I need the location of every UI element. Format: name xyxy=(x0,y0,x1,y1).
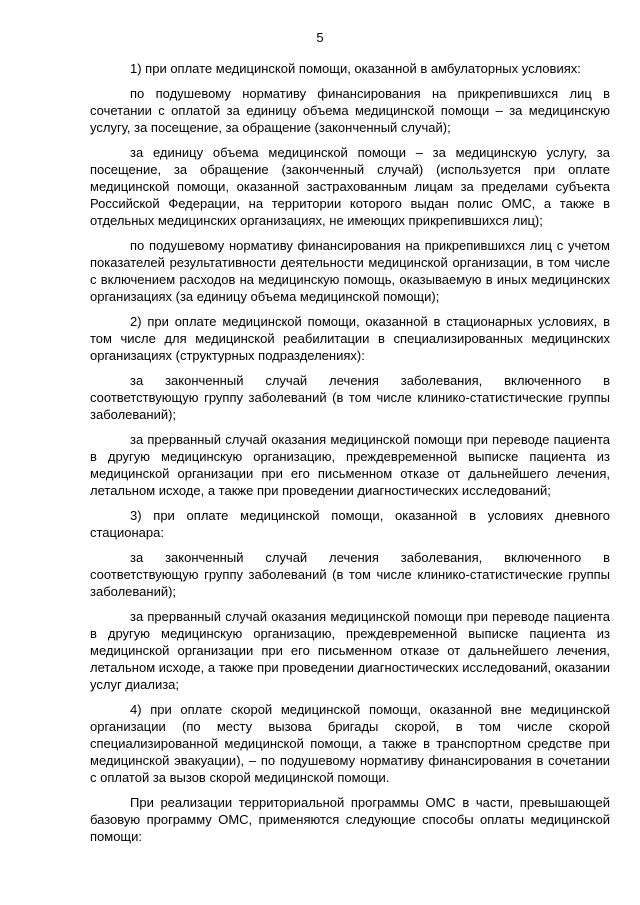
paragraph-emergency-care: 4) при оплате скорой медицинской помощи, оказанной вне медицинской организации (по месту вызова бригады скорой, в том числе скорой специализированной медицинской помощи, а также в транспортном средстве при медицинской эвакуации), – по подушевому нормативу финансирования в сочетании с оплатой за вызов скорой медицинской помощи. xyxy=(90,702,610,785)
paragraph-outpatient-per-capita: по подушевому нормативу финансирования на прикрепившихся лиц в сочетании с оплатой за единицу объема медицинской помощи – за медицинскую услугу, за посещение, за обращение (законченный случай); xyxy=(90,86,610,135)
paragraph-inpatient-completed-case: за законченный случай лечения заболевания, включенного в соответствующую группу заболеваний (в том числе клинико-статистические группы заболеваний); xyxy=(90,373,610,422)
paragraph-outpatient-performance: по подушевому нормативу финансирования на прикрепившихся лиц с учетом показателей результативности деятельности медицинской организации, в том числе с включением расходов на медицинскую помощь, оказываемую в иных медицинских организациях (за единицу объема медицинской помощи); xyxy=(90,238,610,304)
document-body xyxy=(90,60,610,853)
paragraph-day-hospital-heading: 3) при оплате медицинской помощи, оказанной в условиях дневного стационара: xyxy=(90,508,610,540)
paragraph-territorial-program: При реализации территориальной программы ОМС в части, превышающей базовую программу ОМС, применяются следующие способы оплаты медицинской помощи: xyxy=(90,795,610,844)
paragraph-day-hospital-interrupted-case: за прерванный случай оказания медицинской помощи при переводе пациента в другую медицинскую организацию, преждевременной выписке пациента из медицинской организации при его письменном отказе от дальнейшего лечения, летальном исходе, а также при проведении диагностических исследований, оказании услуг диализа; xyxy=(90,609,610,692)
paragraph-inpatient-heading: 2) при оплате медицинской помощи, оказанной в стационарных условиях, в том числе для медицинской реабилитации в специализированных медицинских организациях (структурных подразделениях): xyxy=(90,314,610,363)
paragraph-outpatient-heading: 1) при оплате медицинской помощи, оказанной в амбулаторных условиях: xyxy=(130,61,581,76)
page-number: 5 xyxy=(316,30,324,45)
paragraph-day-hospital-completed-case: за законченный случай лечения заболевания, включенного в соответствующую группу заболеваний (в том числе клинико-статистические группы заболеваний); xyxy=(90,550,610,599)
paragraph-inpatient-interrupted-case: за прерванный случай оказания медицинской помощи при переводе пациента в другую медицинскую организацию, преждевременной выписке пациента из медицинской организации при его письменном отказе от дальнейшего лечения, летальном исходе, а также при проведении диагностических исследований; xyxy=(90,432,610,498)
paragraph-outpatient-per-unit: за единицу объема медицинской помощи – за медицинскую услугу, за посещение, за обращение (законченный случай) (используется при оплате медицинской помощи, оказанной застрахованным лицам за пределами субъекта Российской Федерации, на территории которого выдан полис ОМС, а также в отдельных медицинских организациях, не имеющих прикрепившихся лиц); xyxy=(90,145,610,228)
